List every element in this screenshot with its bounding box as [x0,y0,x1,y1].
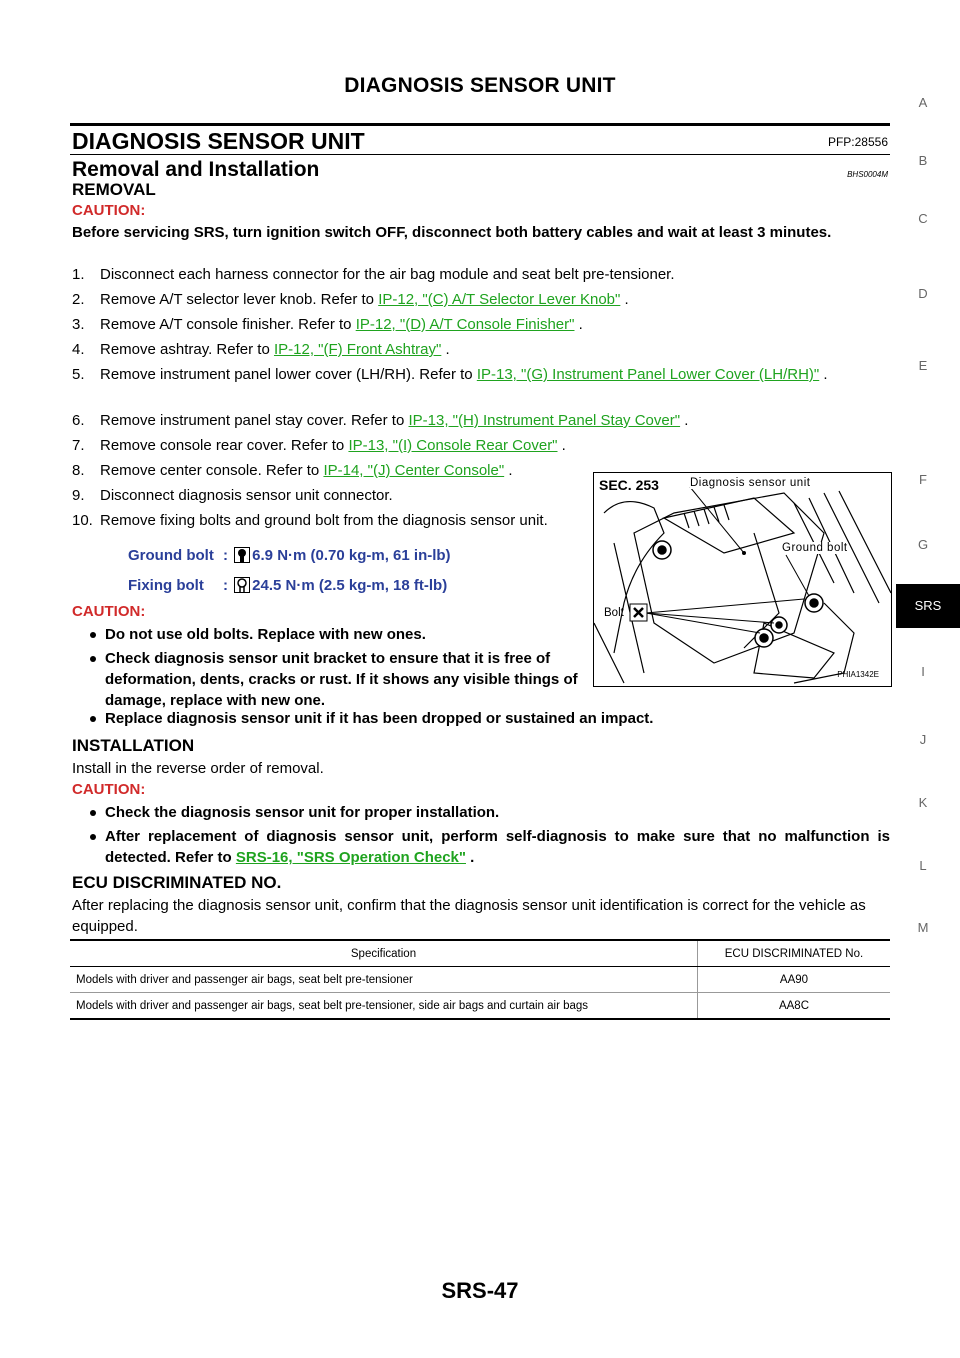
diagnosis-sensor-figure [593,472,892,687]
ecu-heading: ECU DISCRIMINATED NO. [72,873,282,892]
step-1: 1. Disconnect each harness connector for the air bag module and seat belt pre-tensioner. [72,266,675,283]
step-10: 10. Remove fixing bolts and ground bolt from the diagnosis sensor unit. [72,512,548,529]
sidebar-tab-k[interactable]: K [918,795,928,810]
page-number: SRS-47 [441,1278,519,1303]
sidebar-tab-i[interactable]: I [921,664,925,679]
sidebar-tab-m[interactable]: M [917,920,929,935]
figure-code: PHIA1342E [837,670,879,679]
installation-text: Install in the reverse order of removal. [72,760,324,777]
table-header: ECU DISCRIMINATED No. [698,940,891,967]
link-panel-lower-cover[interactable]: IP-13, "(G) Instrument Panel Lower Cover (LH/RH)" [476,366,820,383]
torque-wrench-icon [234,547,250,563]
installation-caution-item: After replacement of diagnosis sensor unit, perform self-diagnosis to make sure that no malfunction is detected. Refer to SRS-16, "SRS Operation Check" . [90,826,890,868]
table-cell: Models with driver and passenger air bags, seat belt pre-tensioner [70,967,698,993]
step-8: 8. Remove center console. Refer to IP-14, "(J) Center Console" . [72,462,513,479]
caution-text: Before servicing SRS, turn ignition switch OFF, disconnect both battery cables and wait at least 3 minutes. [72,224,832,241]
step-3: 3. Remove A/T console finisher. Refer to IP-12, "(D) A/T Console Finisher" . [72,316,583,333]
table-row [70,967,890,993]
caution2-label: CAUTION: [72,603,146,620]
torque-fixing-bolt: Fixing bolt : 24.5 N·m (2.5 kg-m, 18 ft-lb) [128,577,448,594]
page-header-title: DIAGNOSIS SENSOR UNIT [344,74,616,97]
subsection-code: BHS0004M [847,170,888,179]
torque-ground-bolt: Ground bolt : 6.9 N·m (0.70 kg-m, 61 in-lb) [128,547,451,564]
installation-caution-label: CAUTION: [72,781,146,798]
step-9: 9. Disconnect diagnosis sensor unit connector. [72,487,393,504]
sidebar-tab-b[interactable]: B [918,153,928,168]
table-cell: AA90 [698,967,891,993]
caution-label: CAUTION: [72,202,146,219]
subsection-title: Removal and Installation [72,158,320,181]
sidebar-tab-a[interactable]: A [918,95,928,110]
figure-unit-label: Diagnosis sensor unit [690,477,811,489]
sidebar-tab-d[interactable]: D [918,286,928,301]
link-panel-stay-cover[interactable]: IP-13, "(H) Instrument Panel Stay Cover" [408,412,681,429]
step-6: 6. Remove instrument panel stay cover. Refer to IP-13, "(H) Instrument Panel Stay Cover" . [72,412,689,429]
step-5: 5. Remove instrument panel lower cover (LH/RH). Refer to IP-13, "(G) Instrument Panel Lower Cover (LH/RH)" . [72,366,828,383]
section-rule [70,154,890,155]
sidebar-tab-l[interactable]: L [919,858,927,873]
table-header: Specification [70,940,698,967]
table-cell: Models with driver and passenger air bags, seat belt pre-tensioner, side air bags and curtain air bags [70,993,698,1020]
caution-item: Do not use old bolts. Replace with new ones. [90,624,585,645]
figure-bolt-label: Bolt [604,607,624,619]
caution-item: Check diagnosis sensor unit bracket to ensure that it is free of deformation, dents, cracks or rust. If it shows any visible things of damage, replace with new one. [90,648,585,711]
table-cell: AA8C [698,993,891,1020]
link-selector-lever-knob[interactable]: IP-12, "(C) A/T Selector Lever Knob" [378,291,621,308]
step-7: 7. Remove console rear cover. Refer to IP-13, "(I) Console Rear Cover" . [72,437,566,454]
torque-wrench-outline-icon [234,577,250,593]
sidebar-tab-f[interactable]: F [919,472,927,487]
removal-heading: REMOVAL [72,180,156,199]
caution-item: Replace diagnosis sensor unit if it has been dropped or sustained an impact. [90,708,890,729]
part-number: PFP:28556 [827,135,888,149]
link-center-console[interactable]: IP-14, "(J) Center Console" [323,462,505,479]
sidebar-tab-srs[interactable]: SRS [896,584,960,628]
step-2: 2. Remove A/T selector lever knob. Refer to IP-12, "(C) A/T Selector Lever Knob" . [72,291,629,308]
table-row [70,993,890,1020]
step-4: 4. Remove ashtray. Refer to IP-12, "(F) Front Ashtray" . [72,341,450,358]
link-console-finisher[interactable]: IP-12, "(D) A/T Console Finisher" [355,316,575,333]
sensor-illustration [594,473,891,686]
installation-caution-item: Check the diagnosis sensor unit for proper installation. [90,802,890,823]
sidebar-tab-j[interactable]: J [919,732,927,747]
sidebar-tab-g[interactable]: G [917,537,929,552]
header-rule [70,123,890,126]
figure-sec-label: SEC. 253 [599,477,659,493]
link-console-rear-cover[interactable]: IP-13, "(I) Console Rear Cover" [348,437,558,454]
figure-ground-label: Ground bolt [782,542,848,554]
sidebar-tab-e[interactable]: E [918,358,928,373]
ecu-table [70,939,890,1020]
section-title: DIAGNOSIS SENSOR UNIT [72,128,365,154]
installation-heading: INSTALLATION [72,736,195,755]
sidebar-tab-c[interactable]: C [918,211,928,226]
link-front-ashtray[interactable]: IP-12, "(F) Front Ashtray" [273,341,442,358]
ecu-text: After replacing the diagnosis sensor unit, confirm that the diagnosis sensor unit identification is correct for the vehicle as equipped. [72,897,866,935]
link-srs-operation-check[interactable]: SRS-16, "SRS Operation Check" [235,849,466,866]
